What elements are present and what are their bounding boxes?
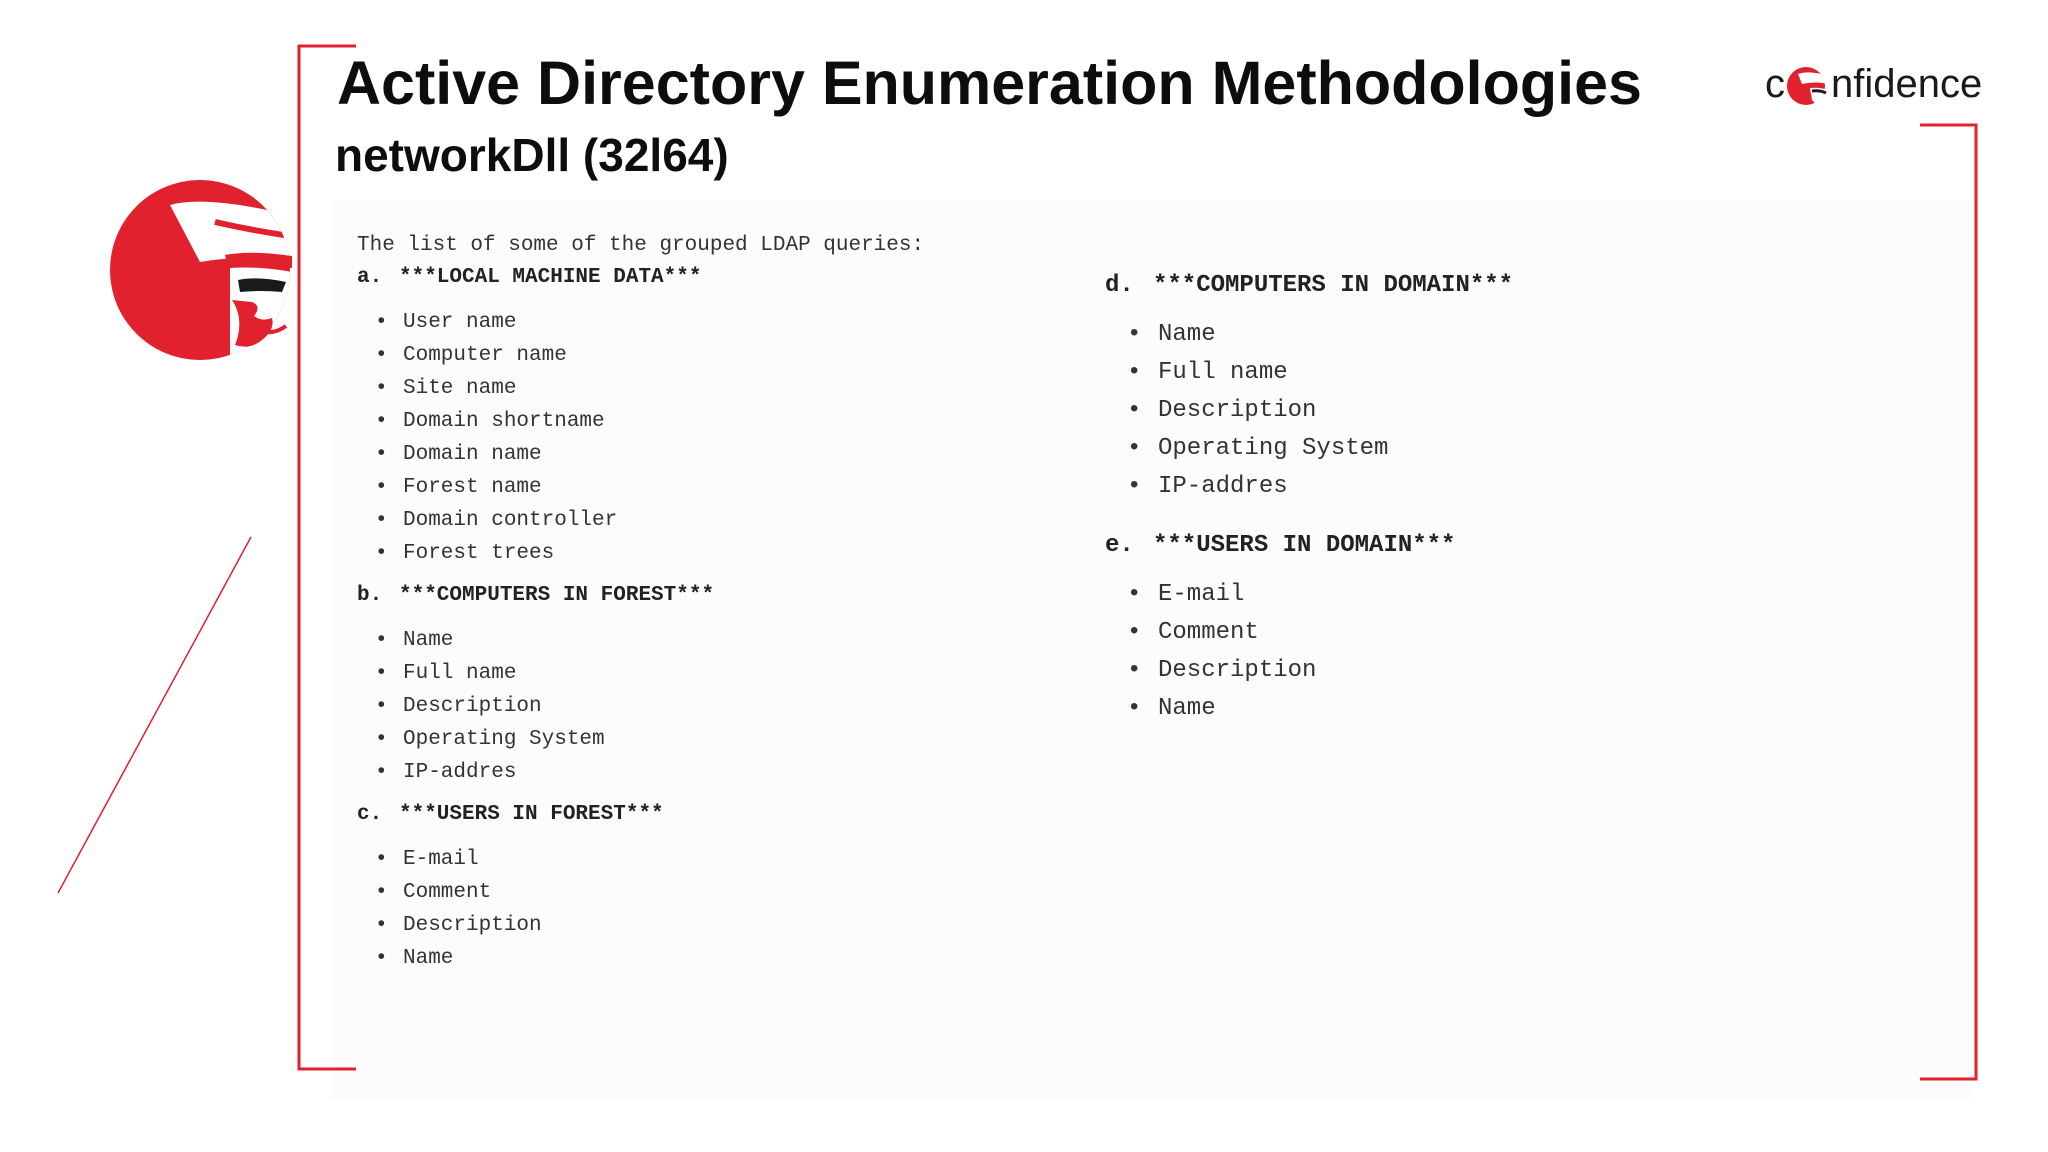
list-item <box>357 339 924 372</box>
bullet-icon: • <box>375 947 388 970</box>
list-item <box>357 405 924 438</box>
query-group-heading <box>357 580 924 612</box>
bullet-icon: • <box>1127 657 1142 684</box>
bullet-icon: • <box>375 695 388 718</box>
bullet-icon: • <box>1127 473 1142 500</box>
list-item-label: User name <box>403 311 517 334</box>
bullet-icon: • <box>375 509 388 532</box>
left-sections <box>357 262 924 975</box>
group-letter: c. <box>357 803 383 826</box>
list-item-label: E-mail <box>1158 581 1245 608</box>
query-field-list <box>1105 316 1513 506</box>
bullet-icon: • <box>375 542 388 565</box>
query-group <box>357 580 924 789</box>
bullet-icon: • <box>375 914 388 937</box>
group-title: ***COMPUTERS IN DOMAIN*** <box>1153 272 1514 299</box>
query-group-heading <box>357 799 924 831</box>
bullet-icon: • <box>375 848 388 871</box>
brand-suffix: nfidence <box>1831 61 1983 106</box>
list-item-label: Computer name <box>403 344 567 367</box>
list-item <box>357 657 924 690</box>
list-item <box>357 471 924 504</box>
bullet-icon: • <box>1127 359 1142 386</box>
query-group <box>357 799 924 975</box>
brand-prefix: c <box>1765 61 1785 106</box>
list-item-label: Comment <box>1158 619 1259 646</box>
list-item-label: E-mail <box>403 848 479 871</box>
list-item <box>357 372 924 405</box>
right-sections <box>1105 268 1513 728</box>
bullet-icon: • <box>375 344 388 367</box>
list-item-label: Name <box>403 629 454 652</box>
bullet-icon: • <box>375 728 388 751</box>
bullet-icon: • <box>1127 397 1142 424</box>
bullet-icon: • <box>375 410 388 433</box>
bullet-icon: • <box>1127 695 1142 722</box>
list-item-label: Site name <box>403 377 517 400</box>
list-item-label: Operating System <box>403 728 605 751</box>
query-group <box>1105 268 1513 506</box>
list-item-label: Forest trees <box>403 542 555 565</box>
list-item <box>357 624 924 657</box>
list-item-label: Domain name <box>403 443 542 466</box>
brand-logo <box>1765 54 1982 114</box>
list-item-label: Name <box>1158 695 1216 722</box>
list-item <box>357 843 924 876</box>
list-item-label: IP-addres <box>403 761 517 784</box>
list-item <box>357 504 924 537</box>
bullet-icon: • <box>375 881 388 904</box>
list-item <box>357 306 924 339</box>
slide-title: Active Directory Enumeration Methodologies <box>337 49 1642 117</box>
group-title: ***USERS IN FOREST*** <box>399 803 664 826</box>
bullet-icon: • <box>1127 321 1142 348</box>
query-group <box>357 262 924 570</box>
intro-text: The list of some of the grouped LDAP queries: <box>357 234 925 257</box>
bullet-icon: • <box>375 377 388 400</box>
list-item-label: Full name <box>403 662 517 685</box>
query-group-heading <box>357 262 924 294</box>
list-item <box>1105 354 1513 392</box>
slide-subtitle: networkDll (32l64) <box>335 129 729 181</box>
bullet-icon: • <box>1127 581 1142 608</box>
list-item <box>1105 392 1513 430</box>
list-item-label: Name <box>403 947 454 970</box>
list-item-label: Description <box>1158 657 1317 684</box>
query-group-heading <box>1105 528 1513 564</box>
query-field-list <box>357 843 924 975</box>
group-letter: b. <box>357 584 383 607</box>
query-field-list <box>357 624 924 789</box>
list-item-label: Comment <box>403 881 492 904</box>
list-item-label: Description <box>403 695 542 718</box>
list-item-label: Domain controller <box>403 509 618 532</box>
query-field-list <box>1105 576 1513 728</box>
list-item <box>357 438 924 471</box>
list-item <box>357 756 924 789</box>
bullet-icon: • <box>1127 619 1142 646</box>
bullet-icon: • <box>375 443 388 466</box>
list-item-label: Description <box>1158 397 1317 424</box>
list-item-label: IP-addres <box>1158 473 1288 500</box>
query-group <box>1105 528 1513 728</box>
group-title: ***USERS IN DOMAIN*** <box>1153 532 1456 559</box>
list-item <box>1105 430 1513 468</box>
list-item <box>357 723 924 756</box>
query-group-heading <box>1105 268 1513 304</box>
list-item-label: Full name <box>1158 359 1288 386</box>
list-item <box>357 909 924 942</box>
list-item <box>1105 316 1513 354</box>
list-item <box>1105 652 1513 690</box>
list-item <box>1105 576 1513 614</box>
group-letter: d. <box>1105 272 1134 299</box>
bullet-icon: • <box>375 311 388 334</box>
bullet-icon: • <box>1127 435 1142 462</box>
group-letter: a. <box>357 266 383 289</box>
list-item <box>357 942 924 975</box>
list-item <box>357 537 924 570</box>
group-letter: e. <box>1105 532 1134 559</box>
group-title: ***COMPUTERS IN FOREST*** <box>399 584 715 607</box>
bullet-icon: • <box>375 629 388 652</box>
list-item <box>357 690 924 723</box>
list-item <box>1105 468 1513 506</box>
list-item-label: Forest name <box>403 476 542 499</box>
list-item <box>1105 614 1513 652</box>
bullet-icon: • <box>375 761 388 784</box>
hat-head-logo-icon <box>1786 60 1830 108</box>
left-column <box>357 230 924 985</box>
list-item-label: Operating System <box>1158 435 1389 462</box>
right-column <box>1105 268 1513 750</box>
bullet-icon: • <box>375 476 388 499</box>
list-item-label: Domain shortname <box>403 410 605 433</box>
query-field-list <box>357 306 924 570</box>
group-title: ***LOCAL MACHINE DATA*** <box>399 266 702 289</box>
bullet-icon: • <box>375 662 388 685</box>
list-item <box>1105 690 1513 728</box>
list-item <box>357 876 924 909</box>
list-item-label: Name <box>1158 321 1216 348</box>
list-item-label: Description <box>403 914 542 937</box>
